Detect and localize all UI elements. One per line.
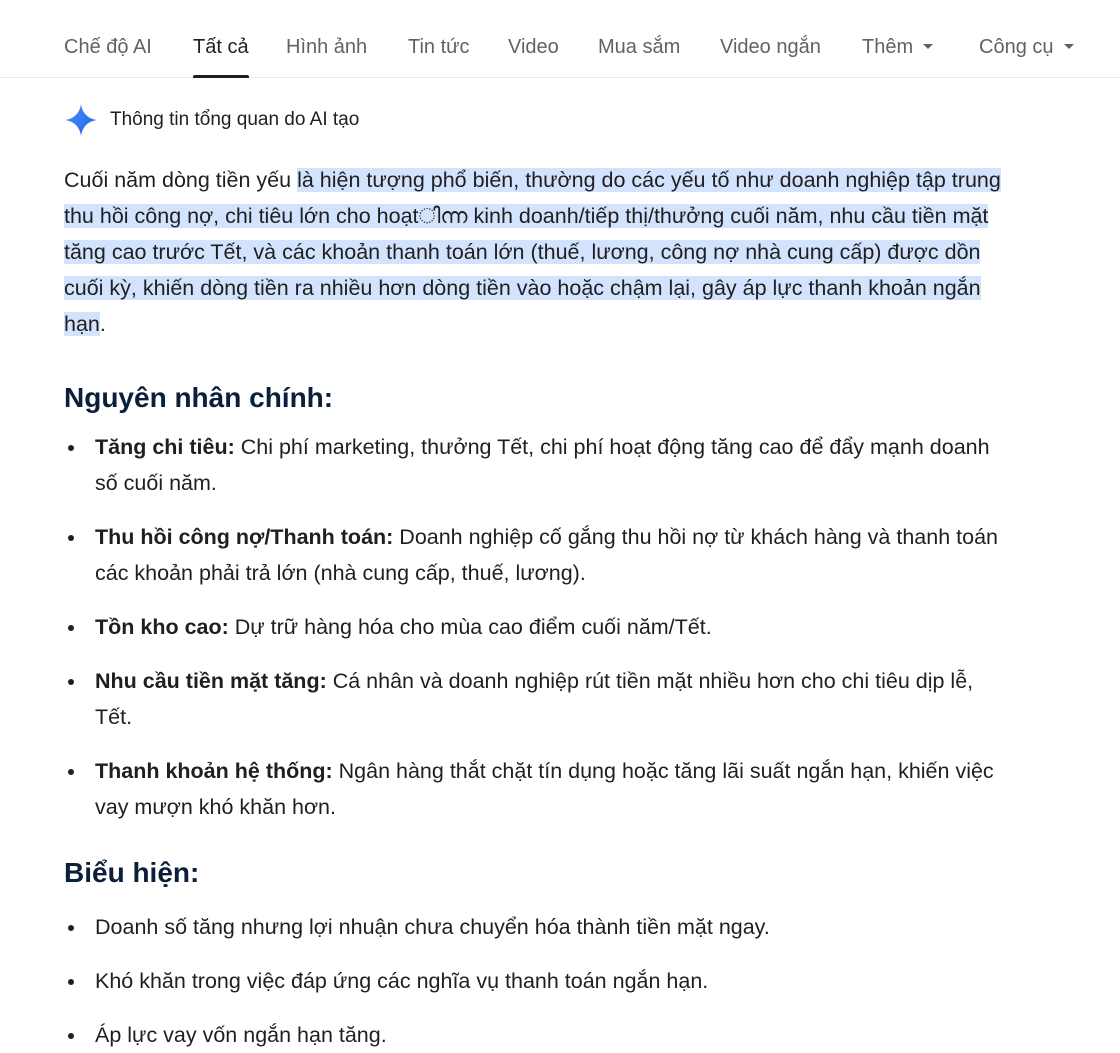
ai-overview-title: Thông tin tổng quan do AI tạo	[110, 109, 360, 130]
list-item-text: Chi phí marketing, thưởng Tết, chi phí hoạt động tăng cao để đẩy mạnh doanh số cuối năm.	[95, 435, 990, 495]
list-item-text: Ngân hàng thắt chặt tín dụng hoặc tăng lãi suất ngắn hạn, khiến việc vay mượn khó khăn hơn.	[95, 759, 994, 819]
list-item: Khó khăn trong việc đáp ứng các nghĩa vụ thanh toán ngắn hạn.	[64, 963, 1014, 999]
tab-news[interactable]: Tin tức	[408, 36, 470, 58]
sparkle-icon	[64, 103, 98, 137]
list-item	[64, 753, 1014, 825]
tab-ai-mode[interactable]: Chế độ AI	[64, 36, 152, 58]
signs-heading: Biểu hiện:	[64, 857, 200, 888]
search-tabs	[0, 0, 1120, 78]
caret-down-icon	[1064, 44, 1074, 49]
list-item: Doanh số tăng nhưng lợi nhuận chưa chuyển hóa thành tiền mặt ngay.	[64, 909, 1014, 945]
caret-down-icon	[923, 44, 933, 49]
list-item	[64, 429, 1014, 501]
ai-overview-content	[64, 162, 1014, 1053]
list-item-text: Doanh nghiệp cố gắng thu hồi nợ từ khách hàng và thanh toán các khoản phải trả lớn (nhà cung cấp, thuế, lương).	[95, 525, 998, 585]
overview-summary	[64, 162, 1014, 342]
tab-more-label: Thêm	[862, 36, 914, 58]
summary-highlighted-text[interactable]: là hiện tượng phổ biến, thường do các yếu tố như doanh nghiệp tập trung thu hồi công nợ, chi tiêu lớn cho hoạtിന്ന kinh doanh/tiếp thị/thưởng cuối năm, nhu cầu tiền mặt tăng cao trước Tết, và các khoản thanh toán lớn (thuế, lương, công nợ nhà cung cấp) được dồn cuối kỳ, khiến dòng tiền ra nhiều hơn dòng tiền vào hoặc chậm lại, gây áp lực thanh khoản ngắn hạn	[64, 168, 1001, 336]
causes-list	[64, 429, 1014, 825]
list-item-text: Cá nhân và doanh nghiệp rút tiền mặt nhiều hơn cho chi tiêu dịp lễ, Tết.	[95, 669, 974, 729]
list-item-term: Tồn kho cao:	[95, 615, 229, 639]
list-item-term: Thanh khoản hệ thống:	[95, 759, 333, 783]
tab-videos[interactable]: Video	[508, 36, 559, 58]
tab-all[interactable]: Tất cả	[193, 0, 249, 78]
list-item: Áp lực vay vốn ngắn hạn tăng.	[64, 1017, 1014, 1053]
tab-shopping[interactable]: Mua sắm	[598, 36, 681, 58]
tab-tools-label: Công cụ	[979, 36, 1054, 58]
list-item-term: Tăng chi tiêu:	[95, 435, 235, 459]
list-item	[64, 609, 1014, 645]
list-item-text: Dự trữ hàng hóa cho mùa cao điểm cuối năm/Tết.	[228, 615, 712, 639]
signs-list	[64, 909, 1014, 1053]
list-item	[64, 663, 1014, 735]
causes-heading: Nguyên nhân chính:	[64, 382, 334, 413]
tab-short-videos[interactable]: Video ngắn	[720, 36, 821, 58]
tab-images[interactable]: Hình ảnh	[286, 36, 368, 58]
summary-end-text: .	[99, 312, 106, 336]
list-item	[64, 519, 1014, 591]
tab-more[interactable]	[862, 0, 933, 78]
ai-overview-header	[64, 102, 359, 138]
tab-tools[interactable]	[979, 0, 1074, 78]
summary-lead-text: Cuối năm dòng tiền yếu	[64, 168, 298, 192]
list-item-term: Thu hồi công nợ/Thanh toán:	[95, 525, 394, 549]
list-item-term: Nhu cầu tiền mặt tăng:	[95, 669, 327, 693]
